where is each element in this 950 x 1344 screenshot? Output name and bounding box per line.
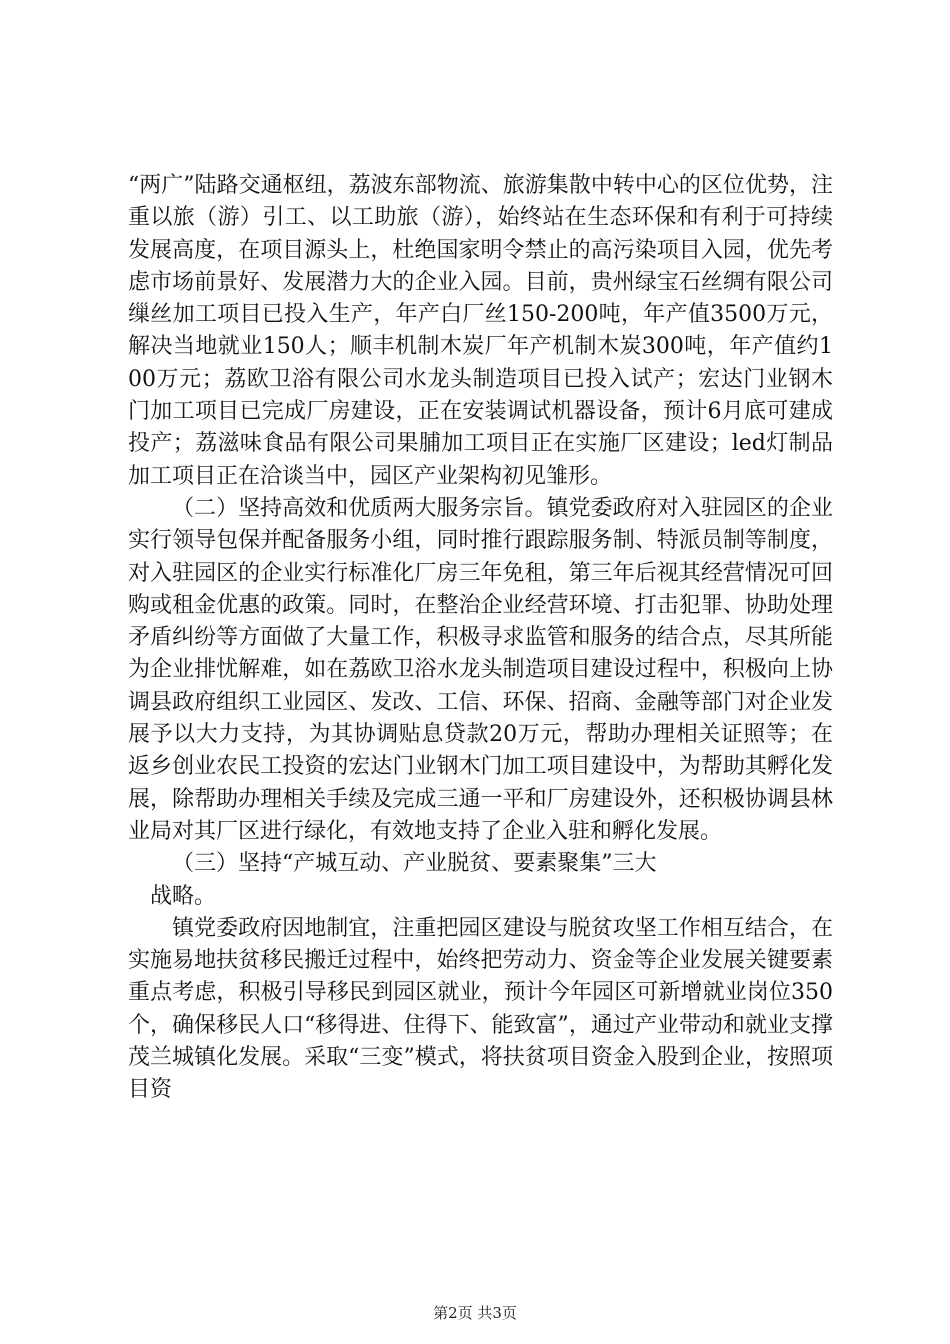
paragraph-poverty-strategy: 镇党委政府因地制宜，注重把园区建设与脱贫攻坚工作相互结合，在实施易地扶贫移民搬迁过程中，始终把劳动力、资金等企业发展关键要素重点考虑，积极引导移民到园区就业，预计今年园区可新增就业岗位350个，确保移民人口“移得进、住得下、能致富”，通过产业带动和就业支撑茂兰城镇化发展。采取“三变”模式，将扶贫项目资金入股到企业，按照项目资 — [128, 915, 833, 1103]
section-heading-three-line1: （三）坚持“产城互动、产业脱贫、要素聚集”三大 — [172, 851, 657, 877]
page-number-footer: 第2页 共3页 — [433, 1304, 517, 1322]
paragraph-service-principles: （二）坚持高效和优质两大服务宗旨。镇党委政府对入驻园区的企业实行领导包保并配备服务小组，同时推行跟踪服务制、特派员制等制度，对入驻园区的企业实行标准化厂房三年免租，第三年后视其经营情况可回购或租金优惠的政策。同时，在整治企业经营环境、打击犯罪、协助处理矛盾纠纷等方面做了大量工作，积极寻求监管和服务的结合点，尽其所能为企业排忧解难，如在荔欧卫浴水龙头制造项目建设过程中，积极向上协调县政府组织工业园区、发改、工信、环保、招商、金融等部门对企业发展予以大力支持，为其协调贴息贷款20万元，帮助办理相关证照等；在返乡创业农民工投资的宏达门业钢木门加工项目建设中，为帮助其孵化发展，除帮助办理相关手续及完成三通一平和厂房建设外，还积极协调县林业局对其厂区进行绿化，有效地支持了企业入驻和孵化发展。 — [128, 495, 833, 844]
section-heading-three-line2: 战略。 — [150, 883, 217, 909]
document-body — [128, 170, 833, 1107]
paragraph-transport-hub: “两广”陆路交通枢纽，荔波东部物流、旅游集散中转中心的区位优势，注重以旅（游）引工、以工助旅（游），始终站在生态环保和有利于可持续发展高度，在项目源头上，杜绝国家明令禁止的高污染项目入园，优先考虑市场前景好、发展潜力大的企业入园。目前，贵州绿宝石丝绸有限公司缫丝加工项目已投入生产，年产白厂丝150-200吨，年产值3500万元，解决当地就业150人；顺丰机制木炭厂年产机制木炭300吨，年产值约100万元；荔欧卫浴有限公司水龙头制造项目已投入试产；宏达门业钢木门加工项目已完成厂房建设，正在安装调试机器设备，预计6月底可建成投产；荔滋味食品有限公司果脯加工项目正在实施厂区建设；led灯制品加工项目正在洽谈当中，园区产业架构初见雏形。 — [128, 173, 833, 489]
